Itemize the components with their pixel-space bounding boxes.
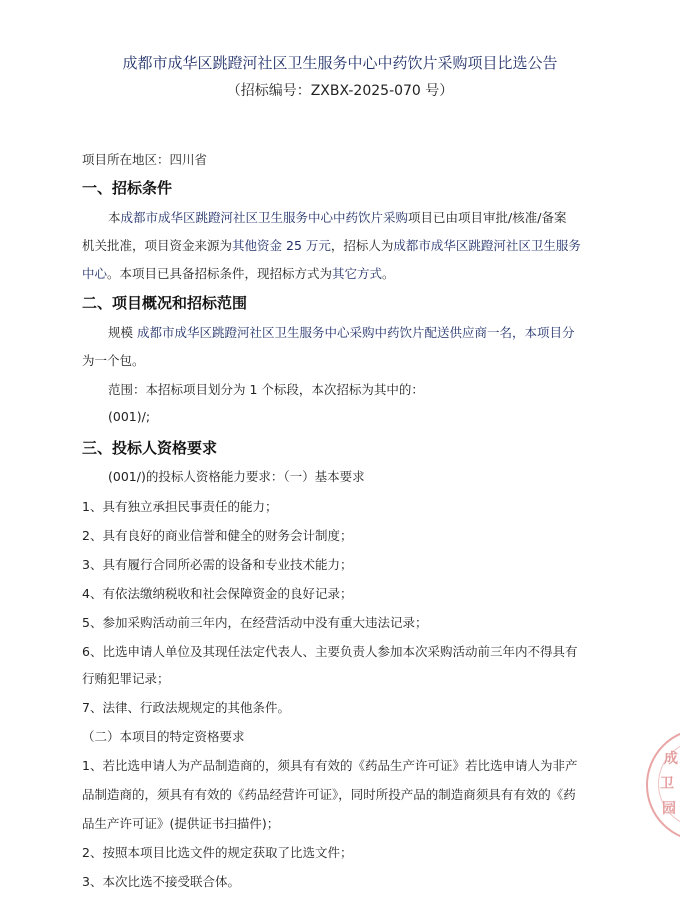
page-title: 成都市成华区跳蹬河社区卫生服务中心中药饮片采购项目比选公告: [122, 54, 558, 72]
requirement-item: 6、比选申请人单位及其现任法定代表人、主要负责人参加本次采购活动前三年内不得具有: [82, 644, 578, 659]
requirement-item: 4、有依法缴纳税收和社会保障资金的良好记录；: [82, 586, 353, 601]
project-location: 项目所在地区：四川省: [82, 152, 208, 167]
text-fragment: 本: [108, 210, 121, 225]
special-requirement-item: 1、若比选申请人为产品制造商的，须具有有效的《药品生产许可证》若比选申请人为非产: [82, 758, 578, 773]
project-name-ref: 成都市成华区跳蹬河社区卫生服务中心中药饮片采购: [120, 210, 409, 225]
special-requirement-item: 3、本次比选不接受联合体。: [82, 874, 240, 889]
bid-conditions-line-1: [108, 208, 566, 226]
text-fragment: 项目已由项目审批/核准/备案: [408, 210, 567, 225]
qualification-intro: (001/)的投标人资格能力要求：（一）基本要求: [108, 469, 365, 484]
seal-character: 成: [664, 751, 678, 767]
seal-character: 园: [662, 801, 676, 817]
requirement-item-continued: 行贿犯罪记录；: [82, 671, 170, 686]
scale-description: 成都市成华区跳蹬河社区卫生服务中心采购中药饮片配送供应商一名，本项目分: [133, 325, 575, 340]
seal-character: 卫: [660, 776, 674, 792]
special-requirement-item: 2、按照本项目比选文件的规定获取了比选文件；: [82, 845, 353, 860]
bid-conditions-line-3: [82, 264, 395, 282]
text-fragment: 机关批准，项目资金来源为: [82, 238, 233, 253]
bid-method: 其它方式: [332, 266, 383, 281]
requirement-item: 7、法律、行政法规规定的其他条件。: [82, 700, 290, 715]
package-code: (001)/;: [108, 409, 151, 424]
tenderer-name-end: 中心: [82, 266, 108, 281]
scope-text: 范围：本招标项目划分为 1 个标段，本次招标为其中的：: [108, 382, 424, 397]
section-heading-project-overview: 二、项目概况和招标范围: [82, 294, 248, 312]
text-fragment: ，招标人为: [330, 238, 394, 253]
bid-conditions-line-2: [82, 236, 581, 254]
requirement-item: 3、具有履行合同所必需的设备和专业技术能力；: [82, 557, 353, 572]
text-fragment: 。: [382, 266, 395, 281]
special-requirements-heading: （二）本项目的特定资格要求: [82, 729, 245, 744]
special-requirement-item-continued: 品生产许可证》(提供证书扫描件)；: [82, 816, 280, 831]
section-heading-bid-conditions: 一、招标条件: [82, 179, 173, 197]
section-heading-qualifications: 三、投标人资格要求: [82, 439, 218, 457]
scale-line-2: 为一个包。: [82, 353, 145, 368]
special-requirement-item-continued: 品制造商的，须具有有效的《药品经营许可证》，同时所投产品的制造商须具有有效的《药: [82, 787, 576, 802]
scale-line-1: [108, 323, 575, 341]
scale-label: 规模: [108, 325, 134, 340]
requirement-item: 2、具有良好的商业信誉和健全的财务会计制度；: [82, 528, 353, 543]
requirement-item: 1、具有独立承担民事责任的能力；: [82, 499, 278, 514]
text-fragment: 。本项目已具备招标条件，现招标方式为: [107, 266, 333, 281]
tenderer-name: 成都市成华区跳蹬河社区卫生服务: [393, 238, 581, 253]
bid-number: （招标编号：ZXBX-2025-070 号）: [226, 83, 454, 99]
requirement-item: 5、参加采购活动前三年内，在经营活动中没有重大违法记录；: [82, 615, 428, 630]
fund-source: 其他资金 25 万元: [232, 238, 331, 253]
